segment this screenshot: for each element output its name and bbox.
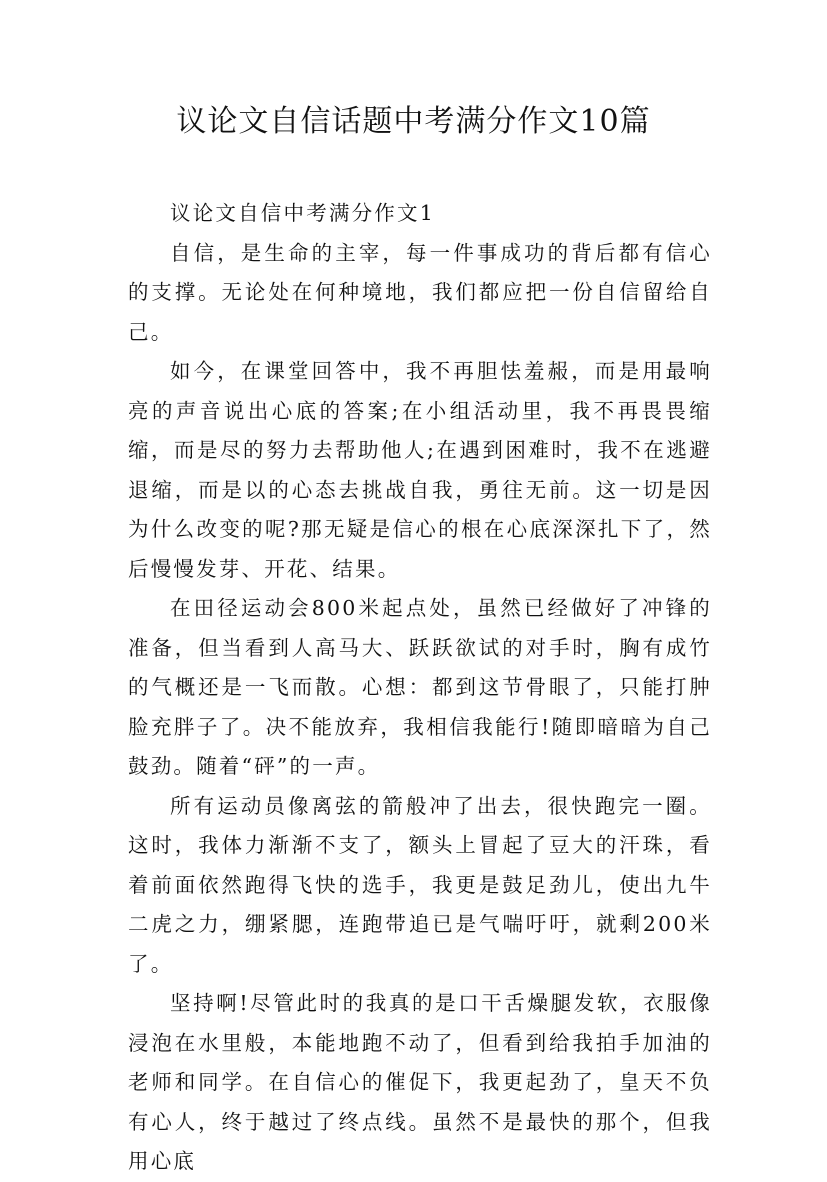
paragraph-4: 所有运动员像离弦的箭般冲了出去，很快跑完一圈。这时，我体力渐渐不支了，额头上冒起了豆大的汗珠，看着前面依然跑得飞快的选手，我更是鼓足劲儿，使出九牛二虎之力，绷紧腮，连跑带追已是气喘吁吁，就剩200米了。: [128, 793, 712, 976]
paragraph-1: 自信，是生命的主宰，每一件事成功的背后都有信心的支撑。无论处在何种境地，我们都应把一份自信留给自己。: [128, 240, 712, 344]
document-body: [128, 194, 712, 1182]
document-title: 议论文自信话题中考满分作文10篇: [176, 104, 651, 139]
paragraph-3: 在田径运动会800米起点处，虽然已经做好了冲锋的准备，但当看到人高马大、跃跃欲试的对手时，胸有成竹的气概还是一飞而散。心想：都到这节骨眼了，只能打肿脸充胖子了。决不能放弃，我相信我能行!随即暗暗为自己鼓劲。随着“砰”的一声。: [128, 596, 712, 778]
paragraph-5: 坚持啊!尽管此时的我真的是口干舌燥腿发软，衣服像浸泡在水里般，本能地跑不动了，但看到给我拍手加油的老师和同学。在自信心的催促下，我更起劲了，皇天不负有心人，终于越过了终点线。虽然不是最快的那个，但我用心底: [128, 991, 712, 1173]
essay-heading: 议论文自信中考满分作文1: [170, 201, 435, 225]
paragraph-2: 如今，在课堂回答中，我不再胆怯羞赧，而是用最响亮的声音说出心底的答案;在小组活动里，我不再畏畏缩缩，而是尽的努力去帮助他人;在遇到困难时，我不在逃避退缩，而是以的心态去挑战自我，勇往无前。这一切是因为什么改变的呢?那无疑是信心的根在心底深深扎下了，然后慢慢发芽、开花、结果。: [128, 359, 712, 581]
